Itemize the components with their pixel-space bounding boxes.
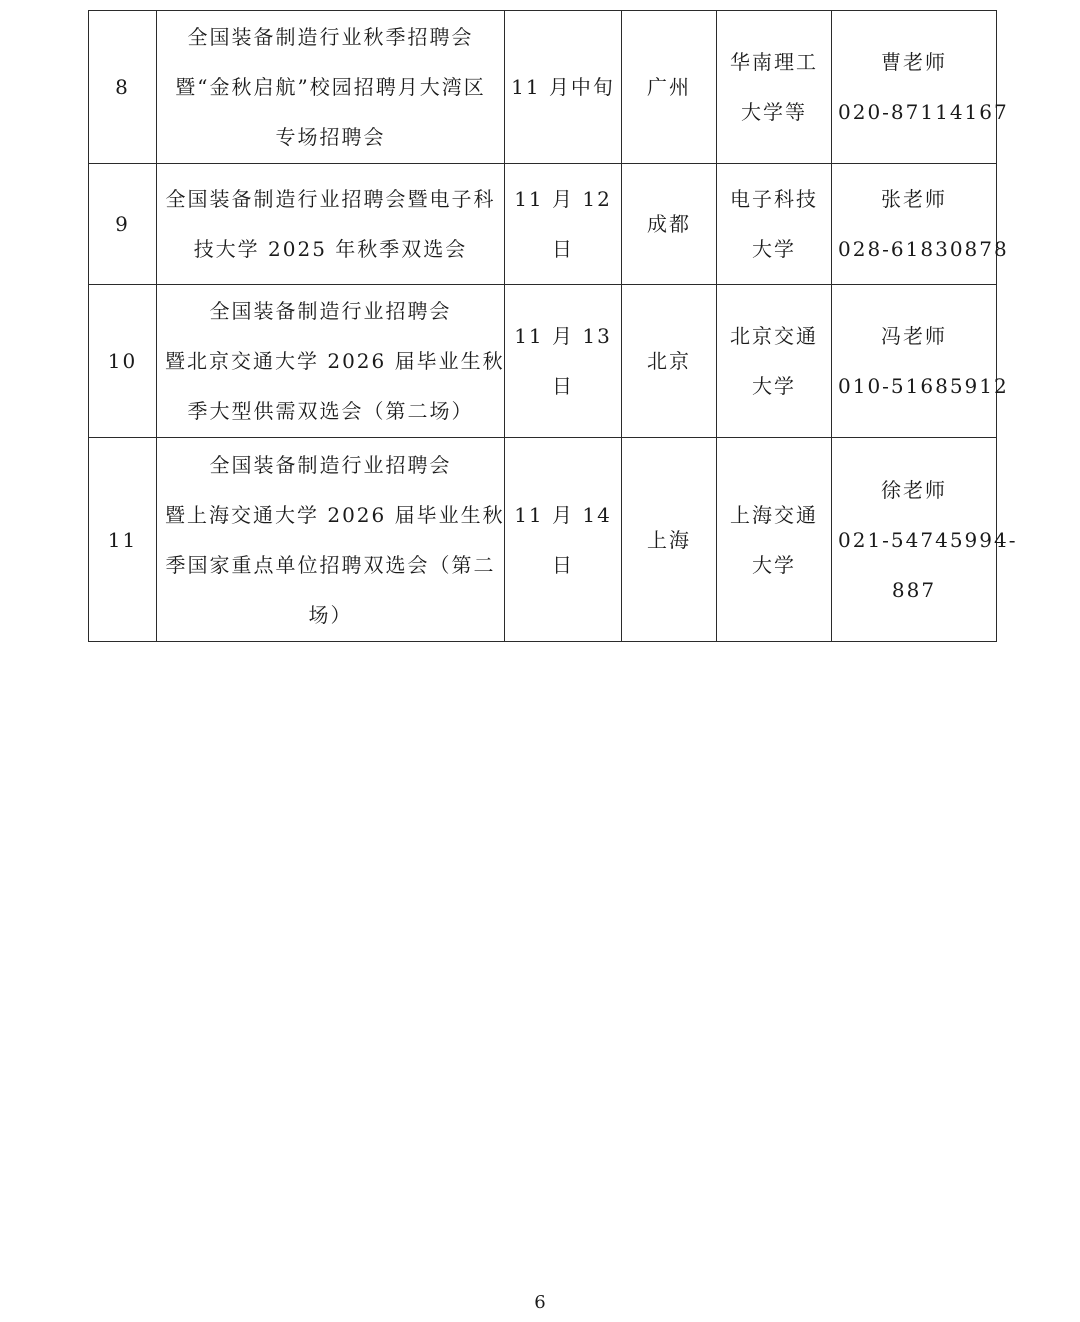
contact-phone-extension: 887 <box>891 577 937 602</box>
row-index: 9 <box>89 164 157 285</box>
table-row <box>89 11 997 164</box>
contact-phone: 010-51685912 <box>838 374 1009 398</box>
event-name-line: 全国装备制造行业招聘会 <box>209 299 452 323</box>
contact-cell <box>832 164 1009 285</box>
host-line: 大学 <box>752 237 796 261</box>
host-line: 上海交通 <box>730 502 818 527</box>
host-line: 大学 <box>752 374 796 398</box>
contact-person: 曹老师 <box>881 50 947 74</box>
event-name-cell <box>157 285 505 438</box>
host-line: 电子科技 <box>730 187 818 211</box>
event-city: 北京 <box>622 285 717 438</box>
event-city: 上海 <box>622 438 717 642</box>
event-city: 成都 <box>622 164 717 285</box>
table-row <box>89 164 997 285</box>
event-name-cell <box>157 438 505 642</box>
row-index: 8 <box>89 11 157 164</box>
host-cell <box>717 11 832 164</box>
event-name-line: 暨“金秋启航”校园招聘月大湾区 <box>175 75 486 99</box>
event-name-line: 季国家重点单位招聘双选会（第二 <box>165 552 496 577</box>
host-line: 大学等 <box>741 100 807 124</box>
contact-phone: 020-87114167 <box>838 100 1009 124</box>
contact-phone: 021-54745994- <box>838 527 1018 552</box>
job-fair-schedule-table <box>88 10 1018 642</box>
event-name-line: 全国装备制造行业招聘会暨电子科 <box>165 187 496 211</box>
event-name-cell <box>157 11 505 164</box>
contact-person: 冯老师 <box>881 324 947 348</box>
event-name-cell <box>157 164 505 285</box>
event-name-line: 技大学 2025 年秋季双选会 <box>193 237 468 261</box>
contact-phone: 028-61830878 <box>838 237 1009 261</box>
host-line: 北京交通 <box>730 324 818 348</box>
host-cell <box>717 285 832 438</box>
contact-person: 张老师 <box>881 187 947 211</box>
event-name-line: 全国装备制造行业招聘会 <box>209 452 452 477</box>
host-cell <box>717 164 832 285</box>
event-name-line: 全国装备制造行业秋季招聘会 <box>187 25 474 49</box>
table-row <box>89 438 997 642</box>
page-number: 6 <box>534 1292 546 1313</box>
contact-person: 徐老师 <box>881 477 947 502</box>
event-name-line: 场） <box>308 602 353 627</box>
table-row <box>89 285 997 438</box>
event-name-line: 专场招聘会 <box>275 125 386 149</box>
event-city: 广州 <box>622 11 717 164</box>
event-name-line: 暨北京交通大学 2026 届毕业生秋 <box>165 349 505 373</box>
host-line: 华南理工 <box>730 50 818 74</box>
event-date: 11 月 14 日 <box>505 438 622 642</box>
event-name-line: 季大型供需双选会（第二场） <box>187 399 474 423</box>
row-index: 11 <box>89 438 157 642</box>
event-date: 11 月中旬 <box>505 11 622 164</box>
event-date: 11 月 13 日 <box>505 285 622 438</box>
event-name-line: 暨上海交通大学 2026 届毕业生秋 <box>165 502 505 527</box>
row-index: 10 <box>89 285 157 438</box>
contact-cell <box>832 285 1009 438</box>
host-line: 大学 <box>752 552 796 577</box>
contact-cell <box>832 11 1009 164</box>
contact-cell <box>832 438 1018 642</box>
host-cell <box>717 438 832 642</box>
event-date: 11 月 12 日 <box>505 164 622 285</box>
